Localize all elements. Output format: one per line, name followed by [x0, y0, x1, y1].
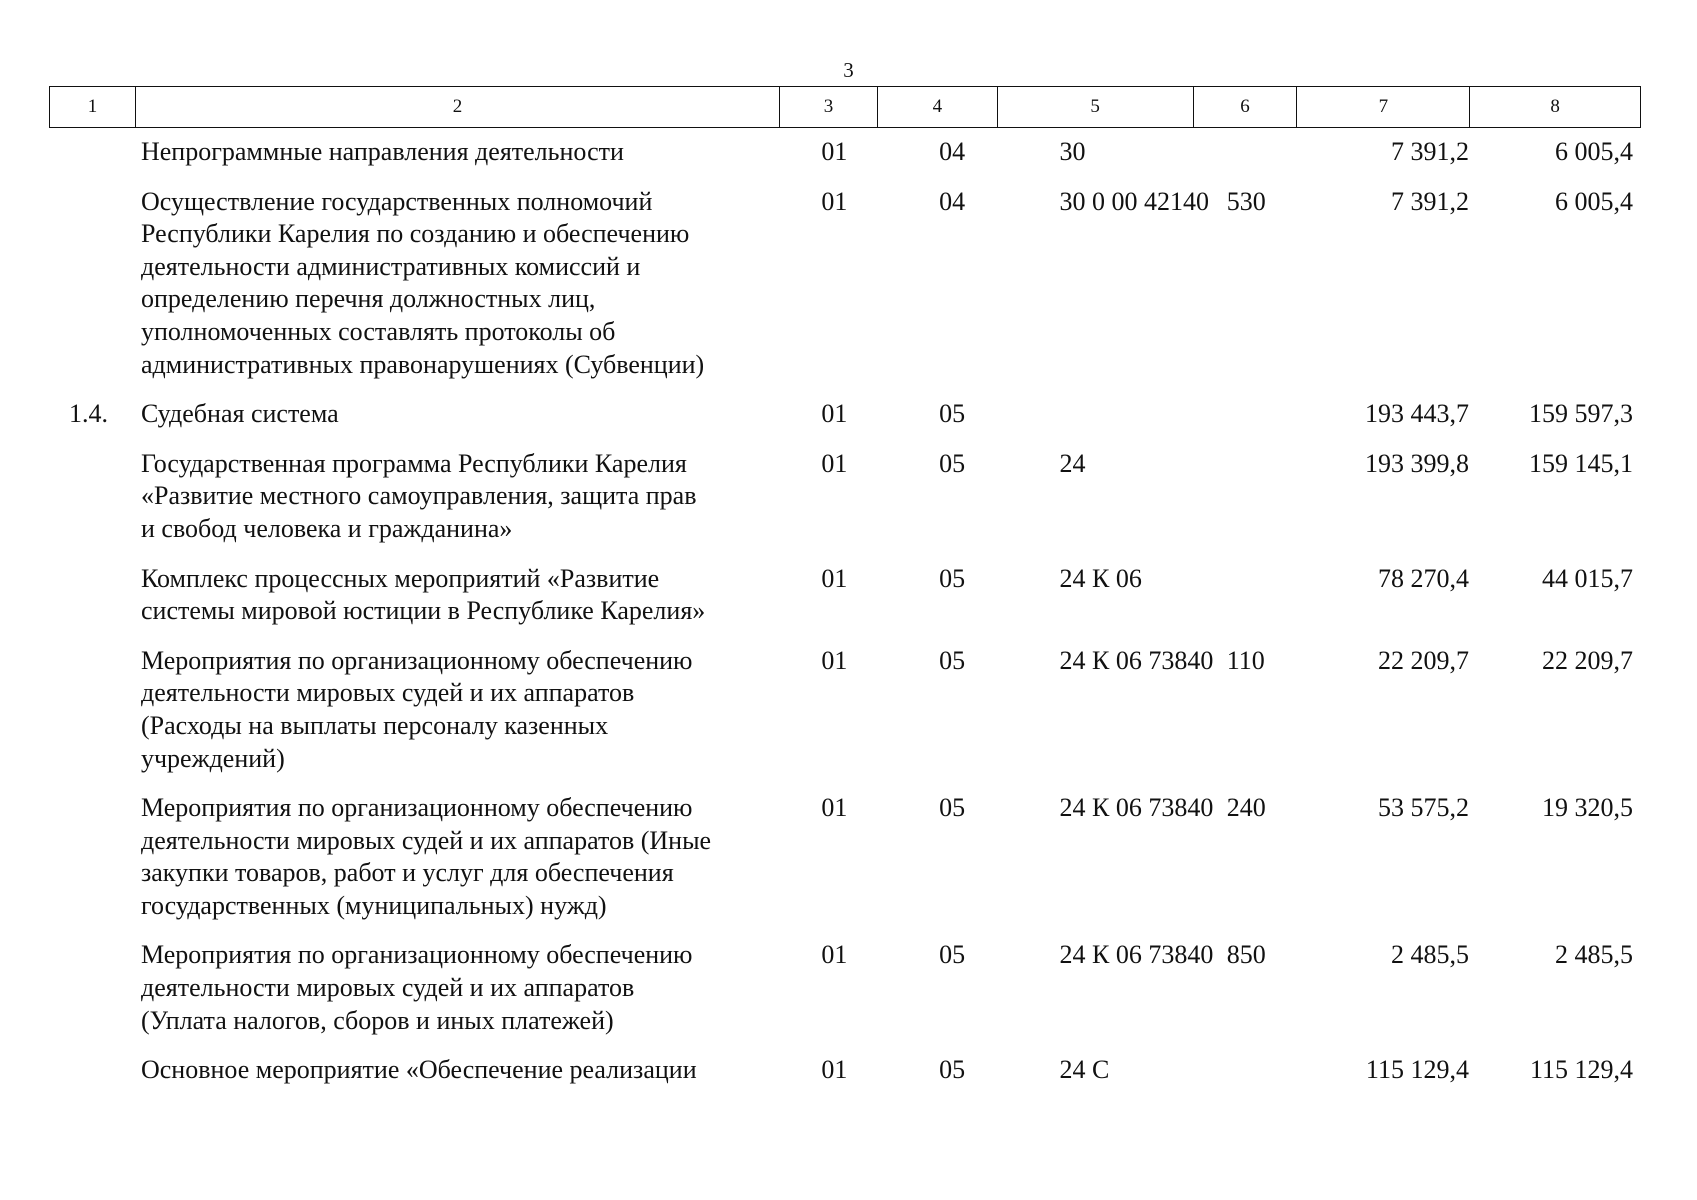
row-section: 01 [821, 448, 848, 478]
row-name: Судебная система [140, 399, 339, 429]
table-header [49, 86, 1641, 128]
row-section: 01 [821, 563, 848, 593]
row-amount-1: 2 485,5 [1390, 940, 1469, 970]
row-amount-2: 6 005,4 [1554, 137, 1633, 166]
row-amount-2: 115 129,4 [1529, 1055, 1633, 1085]
row-subsection: 05 [939, 448, 966, 478]
row-section: 01 [821, 186, 848, 216]
row-target-article: 30 0 00 42140 [1059, 186, 1210, 216]
row-subsection: 05 [939, 1055, 966, 1085]
row-amount-1: 22 209,7 [1377, 645, 1469, 675]
row-expense-type: 850 [1226, 940, 1266, 970]
header-col-2: 2 [136, 87, 780, 127]
row-subsection: 05 [939, 793, 966, 823]
table-row [49, 1054, 1641, 1087]
header-col-7: 7 [1297, 87, 1470, 127]
row-section: 01 [821, 137, 848, 166]
row-subsection: 05 [939, 645, 966, 675]
row-subsection: 05 [939, 940, 966, 970]
row-subsection: 05 [939, 563, 966, 593]
row-section: 01 [821, 940, 848, 970]
row-section: 01 [821, 1055, 848, 1085]
header-col-6: 6 [1194, 87, 1298, 127]
row-name: Мероприятия по организационному обеспечению деятельности мировых судей и их аппаратов (Расходы на выплаты персоналу казенных учреждений) [140, 645, 693, 773]
row-target-article: 24 К 06 73840 [1059, 793, 1214, 823]
table-row [49, 398, 1641, 431]
row-target-article: 24 К 06 73840 [1059, 645, 1214, 675]
row-subsection: 04 [939, 137, 966, 166]
row-amount-2: 44 015,7 [1541, 563, 1633, 593]
header-col-1: 1 [50, 87, 136, 127]
row-expense-type [1227, 1054, 1312, 1087]
row-name: Комплекс процессных мероприятий «Развитие системы мировой юстиции в Республике Карелия» [140, 563, 706, 626]
row-amount-1: 115 129,4 [1365, 1055, 1469, 1085]
row-amount-2: 22 209,7 [1541, 645, 1633, 675]
row-expense-type [1227, 448, 1312, 546]
table-row [49, 792, 1641, 922]
table-row [49, 136, 1641, 169]
row-name: Непрограммные направления деятельности [140, 137, 624, 166]
row-expense-type: 240 [1226, 793, 1266, 823]
row-name: Мероприятия по организационному обеспечению деятельности мировых судей и их аппаратов (Иные закупки товаров, работ и услуг для обеспечения государственных (муниципальных) нужд) [140, 793, 712, 920]
row-amount-2: 6 005,4 [1554, 186, 1633, 216]
header-col-3: 3 [780, 87, 878, 127]
row-target-article [994, 398, 1227, 431]
row-target-article: 24 К 06 73840 [1059, 940, 1214, 970]
row-name: Государственная программа Республики Карелия «Развитие местного самоуправления, защита прав и свобод человека и гражданина» [140, 448, 697, 543]
row-number: 1.4. [69, 399, 108, 429]
row-amount-1: 193 399,8 [1364, 448, 1469, 478]
row-section: 01 [821, 793, 848, 823]
table-row [49, 186, 1641, 382]
row-target-article: 30 [1059, 137, 1086, 166]
row-amount-1: 7 391,2 [1390, 186, 1469, 216]
row-amount-1: 78 270,4 [1377, 563, 1469, 593]
row-amount-2: 19 320,5 [1541, 793, 1633, 823]
row-subsection: 05 [939, 399, 966, 429]
row-section: 01 [821, 645, 848, 675]
row-target-article: 24 [1059, 448, 1086, 478]
table-body [49, 136, 1641, 1104]
row-subsection: 04 [939, 186, 966, 216]
row-section: 01 [821, 399, 848, 429]
header-col-4: 4 [878, 87, 998, 127]
row-name: Основное мероприятие «Обеспечение реализации [140, 1055, 697, 1085]
row-amount-2: 159 145,1 [1528, 448, 1633, 478]
header-col-8: 8 [1550, 96, 1560, 117]
row-target-article: 24 С [1059, 1055, 1110, 1085]
table-row [49, 448, 1641, 546]
row-amount-1: 7 391,2 [1390, 137, 1469, 166]
row-expense-type [1227, 136, 1312, 169]
row-expense-type [1227, 398, 1312, 431]
row-amount-2: 159 597,3 [1528, 399, 1633, 429]
table-row [49, 645, 1641, 775]
row-amount-2: 2 485,5 [1554, 940, 1633, 970]
page-number: 3 [843, 58, 854, 82]
row-target-article: 24 К 06 [1059, 563, 1142, 593]
row-expense-type: 110 [1226, 645, 1265, 675]
table-row [49, 563, 1641, 628]
table-row [49, 939, 1641, 1037]
row-name: Осуществление государственных полномочий Республики Карелия по созданию и обеспечению деятельности административных комиссий и определению перечня должностных лиц, уполномоченных составлять протоколы об административных правонарушениях (Субвенции) [140, 186, 705, 379]
row-expense-type: 530 [1226, 186, 1266, 216]
row-name: Мероприятия по организационному обеспечению деятельности мировых судей и их аппаратов (Уплата налогов, сборов и иных платежей) [140, 940, 693, 1035]
row-expense-type [1227, 563, 1312, 628]
header-col-5: 5 [998, 87, 1194, 127]
row-amount-1: 53 575,2 [1377, 793, 1469, 823]
row-amount-1: 193 443,7 [1364, 399, 1469, 429]
